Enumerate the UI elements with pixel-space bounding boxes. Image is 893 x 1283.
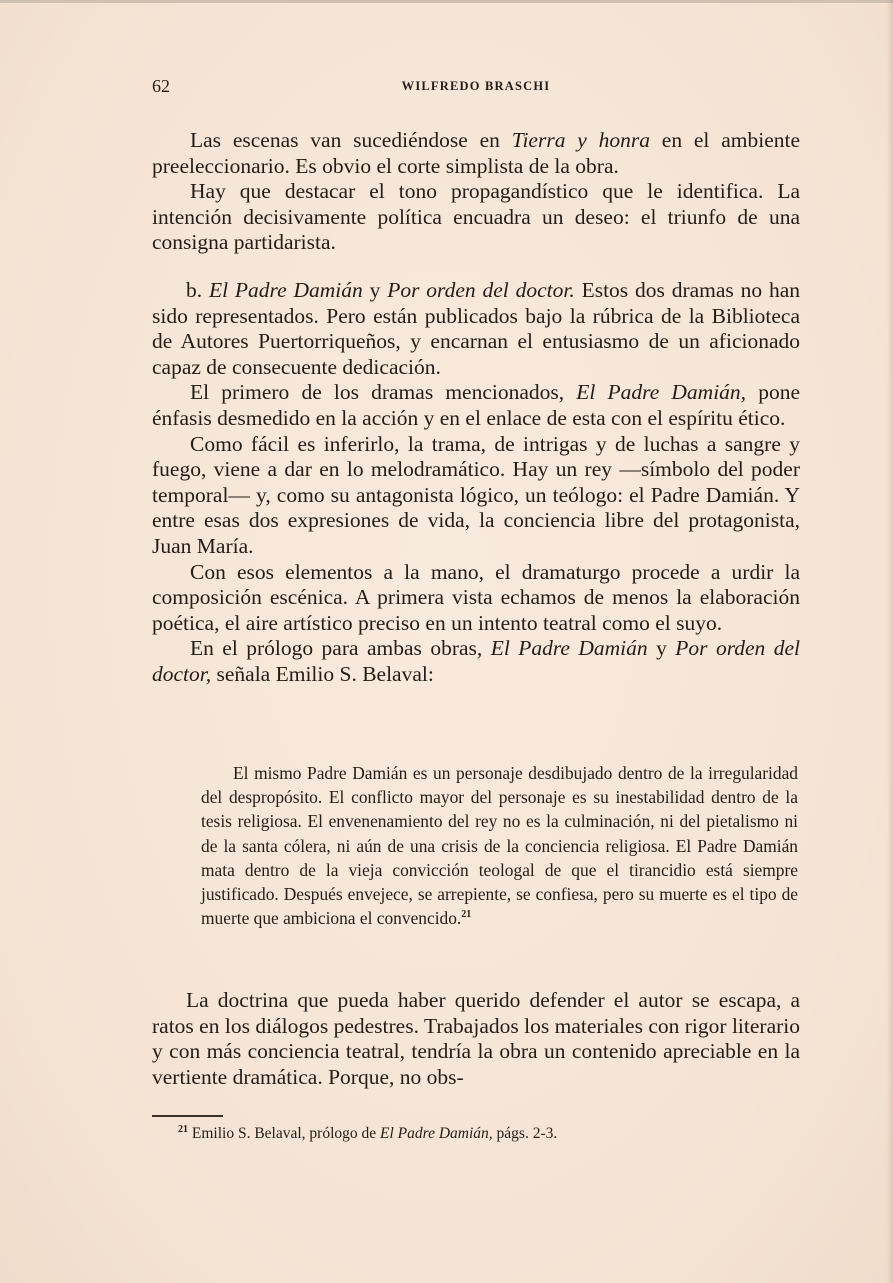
footnote-title: El Padre Damián,	[380, 1125, 493, 1142]
paragraph-7-text-end: señala Emilio S. Belaval:	[211, 661, 434, 686]
paragraph-1-title-tierra-y-honra: Tierra y honra	[511, 128, 650, 152]
paragraph-1-text-end: en el ambiente preeleccionario. Es obvio el corte simplista de la obra.	[152, 128, 801, 178]
paragraph-3-title-padre-damian: El Padre Damián	[208, 277, 363, 302]
paragraph-7	[152, 636, 800, 687]
body-text	[152, 128, 800, 687]
quote-text: El mismo Padre Damián es un personaje desdibujado dentro de la irregularidad del despropósito. El conflicto mayor del personaje es su inestabilidad dentro de la tesis religiosa. El envenenamiento del rey no es la culminación, ni del pietalismo ni de la santa cólera, ni aún de una crisis de la conciencia religiosa. El Padre Damián mata dentro de la vieja convicción teologal de que el tirancidio está siempre justificado. Después envejece, se arrepiente, se confiesa, pero su muerte es el tipo de muerte que ambiciona el convencido.	[201, 763, 798, 929]
footnote	[178, 1124, 557, 1144]
paragraph-3-title-por-orden: Por orden del doctor.	[387, 277, 575, 302]
paragraph-3-conjunction: y	[362, 277, 388, 302]
footnote-text: Emilio S. Belaval, prólogo de	[188, 1125, 381, 1142]
page-header	[152, 76, 800, 100]
paragraph-4-text-end: pone énfasis desmedido en la acción y en el enlace de esta con el espíritu ético.	[152, 380, 800, 430]
page-number: 62	[152, 76, 170, 96]
footnote-pages: págs. 2-3.	[492, 1125, 558, 1142]
paragraph-6: Con esos elementos a la mano, el dramaturgo procede a urdir la composición escénica. A primera vista echamos de menos la elaboración poética, el aire artístico preciso en un intento teatral como el suyo.	[152, 559, 800, 635]
paragraph-3-label: b.	[186, 277, 209, 302]
running-head: WILFREDO BRASCHI	[401, 79, 551, 93]
page-top-edge	[0, 0, 893, 3]
paragraph-4-text: El primero de los dramas mencionados,	[190, 380, 577, 405]
paragraph-5: Como fácil es inferirlo, la trama, de intrigas y de luchas a sangre y fuego, viene a dar en lo melodramático. Hay un rey —símbolo del poder temporal— y, como su antagonista lógico, un teólogo: el Padre Damián. Y entre esas dos expresiones de vida, la conciencia libre del protagonista, Juan María.	[152, 431, 800, 558]
paragraph-2: Hay que destacar el tono propagandístico que le identifica. La intención decisivamente política encuadra un deseo: el triunfo de una consigna partidarista.	[152, 179, 800, 255]
footnote-number: 21	[178, 1123, 188, 1135]
paragraph-7-title-por-orden: Por orden del doctor,	[152, 636, 800, 686]
paragraph-3-text: Estos dos dramas no han sido representados. Pero están publicados bajo la rúbrica de la Biblioteca de Autores Puertorriqueños, y encarnan el entusiasmo de un aficionado capaz de consecuente dedicación.	[152, 277, 801, 379]
block-quote	[201, 761, 798, 930]
body-text-continued	[152, 988, 800, 1090]
paragraph-3	[152, 278, 800, 380]
footnote-reference[interactable]: 21	[461, 909, 472, 921]
quote-paragraph	[201, 761, 798, 930]
paragraph-4	[152, 380, 800, 431]
paragraph-7-title-padre-damian: El Padre Damián	[490, 636, 648, 661]
paragraph-8: La doctrina que pueda haber querido defender el autor se escapa, a ratos en los diálogos pedestres. Trabajados los materiales con rigor literario y con más conciencia teatral, tendría la obra un contenido apreciable en la vertiente dramática. Porque, no obs-	[152, 988, 800, 1089]
paragraph-1-text: Las escenas van sucediéndose en	[190, 128, 512, 152]
footnote-rule	[152, 1115, 223, 1117]
paragraph-1	[152, 128, 800, 179]
paragraph-4-title-padre-damian: El Padre Damián,	[576, 380, 747, 405]
paragraph-7-conjunction: y	[647, 636, 676, 661]
paragraph-7-text: En el prólogo para ambas obras,	[190, 636, 491, 661]
